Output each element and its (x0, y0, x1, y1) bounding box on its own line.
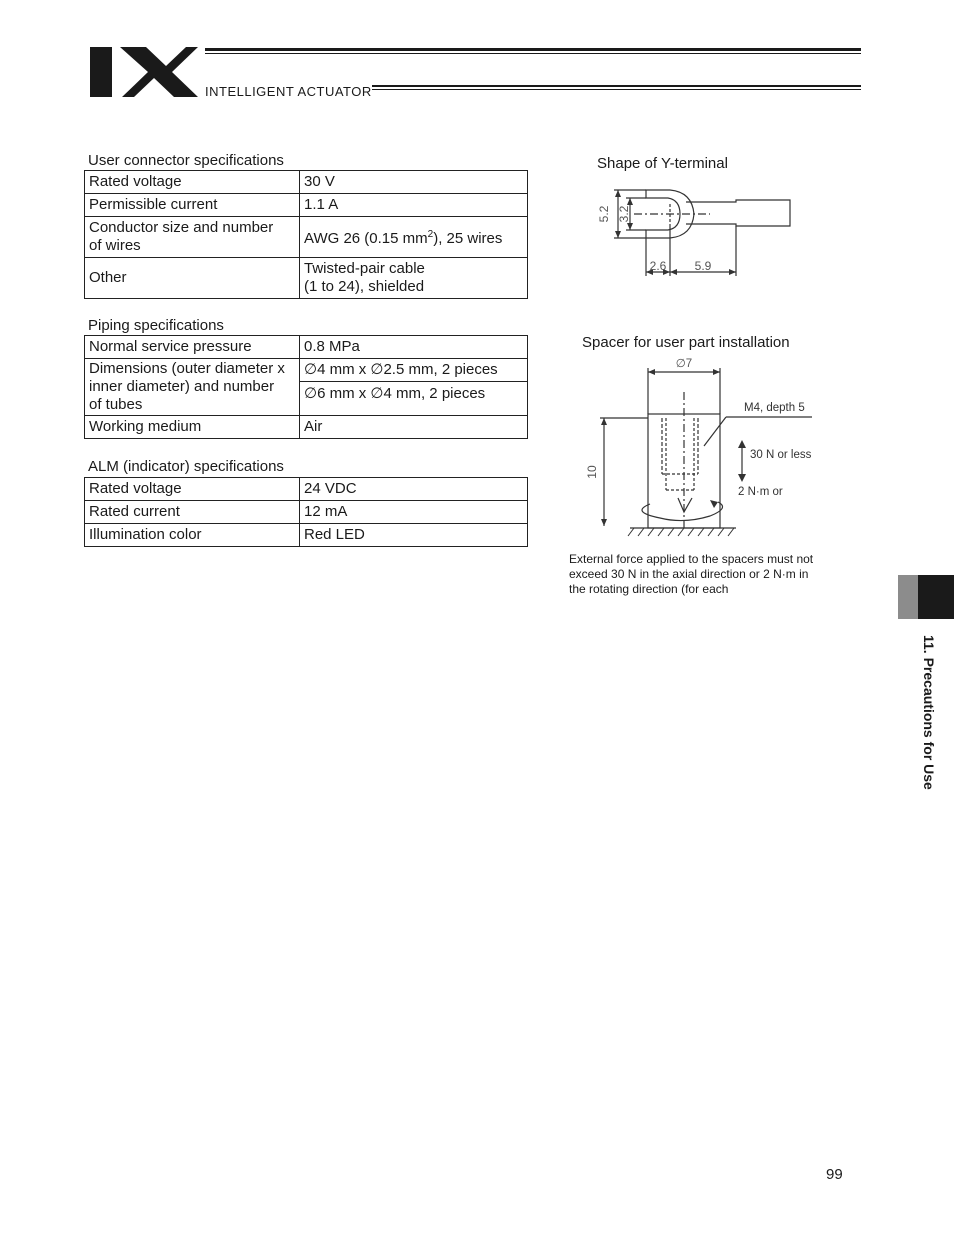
user-connector-caption: User connector specifications (88, 152, 284, 169)
y-terminal-caption: Shape of Y-terminal (597, 155, 728, 172)
table-cell-label: Rated voltage (85, 171, 300, 194)
table-cell-label: Illumination color (85, 524, 300, 547)
page-number: 99 (826, 1166, 843, 1183)
ix-logo (88, 44, 200, 98)
table-row (85, 194, 528, 217)
table-row (85, 258, 528, 299)
side-tab-dark (918, 575, 954, 619)
table-cell-value (300, 258, 528, 299)
dim-5-9: 5.9 (694, 259, 712, 273)
header-rule-top (205, 48, 861, 51)
spacer-drawing (580, 352, 830, 540)
piping-caption: Piping specifications (88, 317, 224, 334)
dim-diameter: ∅7 (675, 358, 693, 370)
user-connector-table (84, 170, 528, 299)
value-line: Twisted-pair cable (304, 260, 425, 277)
table-cell-label (85, 359, 300, 416)
label-line: Conductor size and number (89, 219, 274, 236)
header-rule-top-thin (205, 53, 861, 54)
value-line: (1 to 24), shielded (304, 278, 425, 295)
table-row (85, 524, 528, 547)
table-cell-value: Air (300, 416, 528, 439)
value-text: ), 25 wires (433, 230, 503, 247)
logo-text: INTELLIGENT ACTUATOR (205, 84, 372, 99)
label-torque: 2 N·m or (738, 486, 783, 498)
header-rule-bottom (372, 85, 861, 87)
table-cell-value: Red LED (300, 524, 528, 547)
table-cell-label: Other (85, 258, 300, 299)
dim-5-2: 5.2 (597, 205, 611, 223)
alm-caption: ALM (indicator) specifications (88, 458, 284, 475)
label-line: Dimensions (outer diameter x (89, 360, 285, 377)
value-text: AWG 26 (0.15 mm (304, 230, 428, 247)
spacer-caption: Spacer for user part installation (582, 334, 790, 351)
y-terminal-drawing (590, 180, 800, 280)
label-line: inner diameter) and number (89, 378, 275, 395)
table-cell-value: 12 mA (300, 501, 528, 524)
label-line: of tubes (89, 396, 143, 413)
label-axial: 30 N or less (750, 449, 812, 461)
alm-table (84, 477, 528, 547)
table-cell-value: ∅4 mm x ∅2.5 mm, 2 pieces (300, 359, 528, 382)
table-cell-label: Normal service pressure (85, 336, 300, 359)
side-tab-gray (898, 575, 918, 619)
table-row (85, 478, 528, 501)
label-line: of wires (89, 237, 141, 254)
superscript: 2 (427, 229, 434, 240)
table-row (85, 416, 528, 439)
label-thread: M4, depth 5 (744, 402, 805, 414)
table-cell-label: Permissible current (85, 194, 300, 217)
table-cell-value: 0.8 MPa (300, 336, 528, 359)
piping-table (84, 335, 528, 439)
side-tab-label: 11. Precautions for Use (921, 635, 937, 790)
dim-2-6: 2.6 (649, 259, 667, 273)
spacer-note: External force applied to the spacers must not exceed 30 N in the axial direction or 2 N·m in the rotating direction (for each (569, 552, 814, 596)
table-row (85, 359, 528, 382)
table-row (85, 171, 528, 194)
table-cell-label (85, 217, 300, 258)
header-rule-bottom-thin (372, 89, 861, 90)
table-row (85, 501, 528, 524)
table-cell-value: 24 VDC (300, 478, 528, 501)
dim-height: 10 (585, 465, 599, 479)
table-row (85, 336, 528, 359)
table-cell-value (300, 217, 528, 258)
table-row (85, 217, 528, 258)
table-cell-value: ∅6 mm x ∅4 mm, 2 pieces (300, 382, 528, 416)
table-cell-value: 30 V (300, 171, 528, 194)
table-cell-label: Rated voltage (85, 478, 300, 501)
table-cell-label: Working medium (85, 416, 300, 439)
dim-3-2: 3.2 (617, 205, 631, 223)
table-cell-value: 1.1 A (300, 194, 528, 217)
table-cell-label: Rated current (85, 501, 300, 524)
